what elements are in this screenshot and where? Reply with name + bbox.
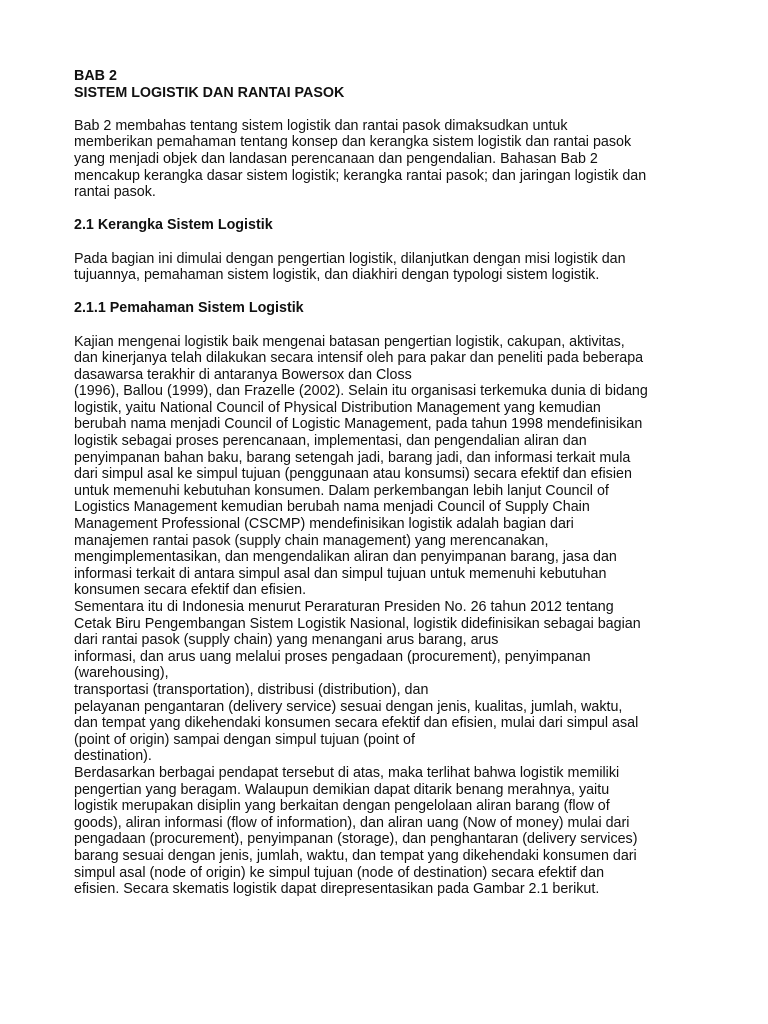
spacer — [74, 201, 714, 218]
chapter-title: SISTEM LOGISTIK DAN RANTAI PASOK — [74, 84, 345, 101]
text-line: memberikan pemahaman tentang konsep dan kerangka sistem logistik dan rantai pasok — [74, 134, 632, 151]
text-line: logistik sebagai proses perencanaan, implementasi, dan pengendalian aliran dan — [74, 433, 587, 450]
document-page — [74, 68, 714, 898]
text-line: dasawarsa terakhir di antaranya Bowersox dan Closs — [74, 366, 412, 383]
chapter-label: BAB 2 — [74, 68, 117, 84]
text-line: Berdasarkan berbagai pendapat tersebut di atas, maka terlihat bahwa logistik memiliki — [74, 764, 620, 781]
section-2-1-1-paragraph — [74, 334, 714, 898]
section-2-1-paragraph — [74, 251, 714, 284]
text-line: logistik merupakan disiplin yang berkaitan dengan pengelolaan aliran barang (flow of — [74, 798, 610, 815]
text-line: dari simpul asal ke simpul tujuan (penggunaan atau konsumsi) secara efektif dan efisien — [74, 466, 632, 483]
text-line: Bab 2 membahas tentang sistem logistik dan rantai pasok dimaksudkan untuk — [74, 117, 568, 134]
text-line: Sementara itu di Indonesia menurut Peraraturan Presiden No. 26 tahun 2012 tentang — [74, 599, 614, 615]
spacer — [74, 317, 714, 334]
text-line: pengadaan (procurement), penyimpanan (storage), dan penghantaran (delivery services) — [74, 831, 638, 848]
text-line: tujuannya, pemahaman sistem logistik, dan diakhiri dengan typologi sistem logistik. — [74, 267, 600, 284]
spacer — [74, 284, 714, 301]
text-line: destination). — [74, 748, 152, 765]
section-2-1-1-title: 2.1.1 Pemahaman Sistem Logistik — [74, 300, 304, 317]
spacer — [74, 234, 714, 251]
section-2-1-title: 2.1 Kerangka Sistem Logistik — [74, 217, 273, 234]
text-line: barang sesuai dengan jenis, jumlah, waktu, dan tempat yang dikehendaki konsumen dari — [74, 847, 637, 864]
text-line: simpul asal (node of origin) ke simpul tujuan (node of destination) secara efektif dan — [74, 864, 605, 881]
text-line: efisien. Secara skematis logistik dapat direpresentasikan pada Gambar 2.1 berikut. — [74, 881, 600, 898]
text-line: konsumen secara efektif dan efisien. — [74, 582, 307, 599]
text-line: Kajian mengenai logistik baik mengenai batasan pengertian logistik, cakupan, aktivitas, — [74, 333, 625, 350]
text-line: penyimpanan bahan baku, barang setengah jadi, barang jadi, dan informasi terkait mula — [74, 449, 631, 466]
text-line: dan tempat yang dikehendaki konsumen secara efektif dan efisien, mulai dari simpul asal — [74, 715, 639, 732]
text-line: goods), aliran informasi (flow of information), dan aliran uang (Now of money) mulai dari — [74, 814, 630, 831]
text-line: (point of origin) sampai dengan simpul tujuan (point of — [74, 731, 415, 748]
text-line: (1996), Ballou (1999), dan Frazelle (2002). Selain itu organisasi terkemuka dunia di bidang — [74, 383, 648, 400]
text-line: informasi, dan arus uang melalui proses pengadaan (procurement), penyimpanan — [74, 648, 591, 665]
text-line: Pada bagian ini dimulai dengan pengertian logistik, dilanjutkan dengan misi logistik dan — [74, 250, 626, 267]
text-line: Management Professional (CSCMP) mendefinisikan logistik adalah bagian dari — [74, 516, 574, 533]
text-line: berubah nama menjadi Council of Logistic Management, pada tahun 1998 mendefinisikan — [74, 416, 643, 433]
text-line: mencakup kerangka dasar sistem logistik; kerangka rantai pasok; dan jaringan logistik dan — [74, 167, 647, 184]
text-line: dan kinerjanya telah dilakukan secara intensif oleh para pakar dan peneliti pada beberapa — [74, 350, 644, 367]
text-line: dari rantai pasok (supply chain) yang menangani arus barang, arus — [74, 632, 499, 649]
spacer — [74, 101, 714, 118]
text-line: pengertian yang beragam. Walaupun demikian dapat ditarik benang merahnya, yaitu — [74, 781, 610, 798]
text-line: yang menjadi objek dan landasan perencanaan dan pengendalian. Bahasan Bab 2 — [74, 150, 598, 167]
text-line: untuk memenuhi kebutuhan konsumen. Dalam perkembangan lebih lanjut Council of — [74, 482, 609, 499]
text-line: (warehousing), — [74, 665, 169, 682]
text-line: pelayanan pengantaran (delivery service) sesuai dengan jenis, kualitas, jumlah, waktu, — [74, 698, 623, 715]
intro-paragraph — [74, 118, 714, 201]
text-line: mengimplementasikan, dan mengendalikan aliran dan penyimpanan barang, jasa dan — [74, 549, 617, 566]
text-line: manajemen rantai pasok (supply chain management) yang merencanakan, — [74, 532, 549, 549]
text-line: rantai pasok. — [74, 184, 156, 201]
text-line: logistik, yaitu National Council of Physical Distribution Management yang kemudian — [74, 399, 601, 416]
text-line: transportasi (transportation), distribusi (distribution), dan — [74, 681, 429, 698]
text-line: informasi terkait di antara simpul asal dan simpul tujuan untuk memenuhi kebutuhan — [74, 565, 607, 582]
text-line: Cetak Biru Pengembangan Sistem Logistik Nasional, logistik didefinisikan sebagai bagian — [74, 615, 641, 632]
text-line: Logistics Management kemudian berubah nama menjadi Council of Supply Chain — [74, 499, 590, 516]
